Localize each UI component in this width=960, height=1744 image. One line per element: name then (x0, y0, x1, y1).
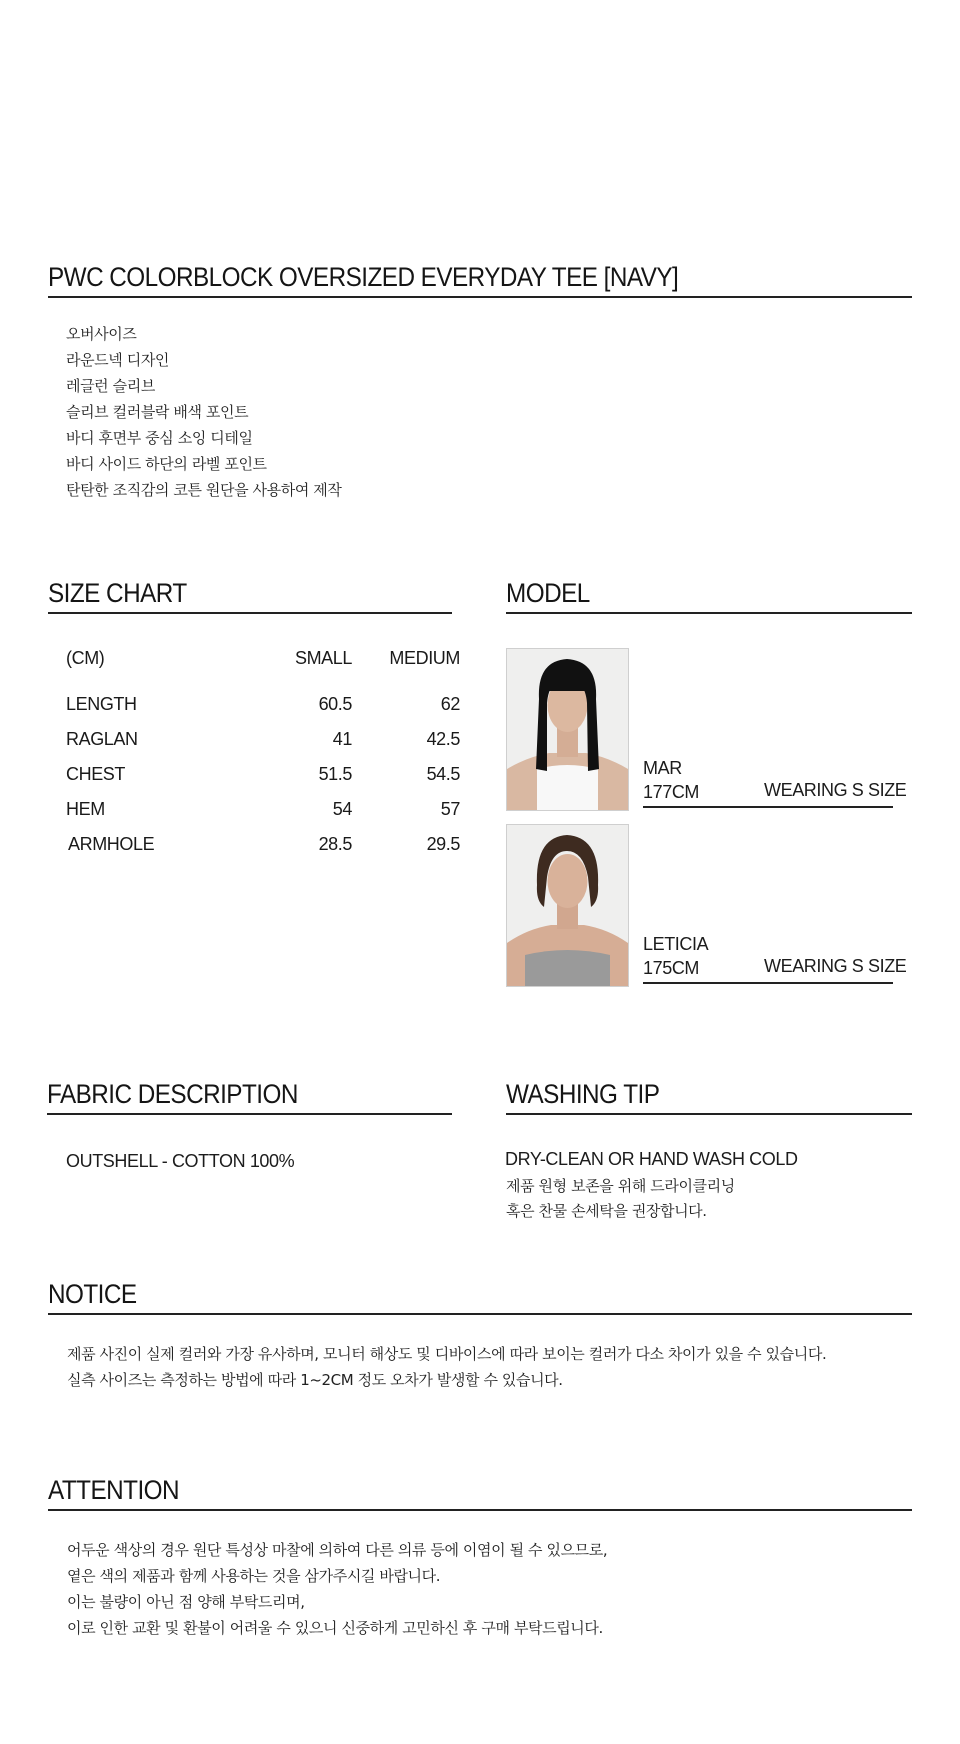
model-heading: MODEL (506, 578, 590, 608)
measure-name: ARMHOLE (68, 834, 155, 854)
model-portrait-leticia (507, 825, 628, 986)
washing-text-en: DRY-CLEAN OR HAND WASH COLD (505, 1149, 798, 1169)
measure-small: 41 (332, 729, 352, 749)
feature-item: 레글런 슬리브 (66, 377, 155, 395)
notice-heading: NOTICE (48, 1279, 137, 1309)
table-row (66, 729, 460, 764)
size-chart-divider (48, 612, 452, 614)
attention-divider (48, 1509, 912, 1511)
size-chart-heading: SIZE CHART (48, 578, 187, 608)
model-wearing-leticia: WEARING S SIZE (764, 956, 907, 976)
model-height-mar: 177CM (643, 782, 700, 802)
attention-line: 어두운 색상의 경우 원단 특성상 마찰에 의하여 다른 의류 등에 이염이 될 수 있으므로, (67, 1541, 608, 1559)
washing-text-ko (506, 1174, 735, 1224)
table-row (66, 694, 460, 729)
model-height-leticia: 175CM (643, 958, 700, 978)
table-row (66, 834, 460, 869)
measure-name: LENGTH (66, 694, 137, 714)
table-row (66, 764, 460, 799)
size-chart-table (66, 648, 460, 869)
size-chart-header (66, 648, 460, 694)
notice-line: 실측 사이즈는 측정하는 방법에 따라 1~2CM 정도 오차가 발생할 수 있습니다. (67, 1371, 563, 1389)
measure-medium: 42.5 (426, 729, 460, 749)
fabric-divider (47, 1113, 452, 1115)
column-header-medium: MEDIUM (389, 648, 460, 668)
attention-line: 이로 인한 교환 및 환불이 어려울 수 있으니 신중하게 고민하신 후 구매 부탁드립니다. (67, 1619, 603, 1637)
model-divider-leticia (643, 982, 893, 984)
fabric-heading: FABRIC DESCRIPTION (47, 1079, 298, 1109)
measure-small: 54 (332, 799, 352, 819)
model-name-mar: MAR (643, 758, 682, 778)
measure-medium: 57 (440, 799, 460, 819)
model-divider-mar (643, 806, 893, 808)
notice-divider (48, 1313, 912, 1315)
washing-line: 혹은 찬물 손세탁을 권장합니다. (506, 1202, 707, 1220)
attention-list (67, 1537, 607, 1641)
feature-item: 탄탄한 조직감의 코튼 원단을 사용하여 제작 (66, 481, 342, 499)
feature-item: 슬리브 컬러블락 배색 포인트 (66, 403, 249, 421)
measure-name: RAGLAN (66, 729, 138, 749)
feature-item: 바디 후면부 중심 소잉 디테일 (66, 429, 253, 447)
fabric-text: OUTSHELL - COTTON 100% (66, 1151, 295, 1171)
measure-small: 60.5 (318, 694, 352, 714)
model-name-leticia: LETICIA (643, 934, 709, 954)
column-header-small: SMALL (294, 648, 352, 668)
model-photo-leticia (506, 824, 629, 987)
measure-name: HEM (66, 799, 105, 819)
washing-heading: WASHING TIP (506, 1079, 660, 1109)
model-wearing-mar: WEARING S SIZE (764, 780, 907, 800)
feature-item: 오버사이즈 (66, 325, 137, 343)
measure-medium: 54.5 (426, 764, 460, 784)
feature-item: 바디 사이드 하단의 라벨 포인트 (66, 455, 267, 473)
washing-line: 제품 원형 보존을 위해 드라이클리닝 (506, 1177, 735, 1195)
attention-line: 이는 불량이 아닌 점 양해 부탁드리며, (67, 1593, 305, 1611)
notice-line: 제품 사진이 실제 컬러와 가장 유사하며, 모니터 해상도 및 디바이스에 따라 보이는 컬러가 다소 차이가 있을 수 있습니다. (67, 1345, 827, 1363)
model-photo-mar (506, 648, 629, 811)
title-divider (48, 296, 912, 298)
model-divider (506, 612, 912, 614)
unit-label: (CM) (66, 648, 105, 668)
notice-list (67, 1341, 826, 1393)
measure-medium: 62 (440, 694, 460, 714)
measure-name: CHEST (66, 764, 126, 784)
product-title: PWC COLORBLOCK OVERSIZED EVERYDAY TEE [NAVY] (48, 262, 679, 292)
washing-divider (506, 1113, 912, 1115)
model-portrait-mar (507, 649, 628, 810)
measure-medium: 29.5 (426, 834, 460, 854)
feature-list (66, 321, 341, 503)
attention-heading: ATTENTION (48, 1475, 180, 1505)
attention-line: 옅은 색의 제품과 함께 사용하는 것을 삼가주시길 바랍니다. (67, 1567, 441, 1585)
table-row (66, 799, 460, 834)
feature-item: 라운드넥 디자인 (66, 351, 169, 369)
measure-small: 51.5 (318, 764, 352, 784)
measure-small: 28.5 (318, 834, 352, 854)
